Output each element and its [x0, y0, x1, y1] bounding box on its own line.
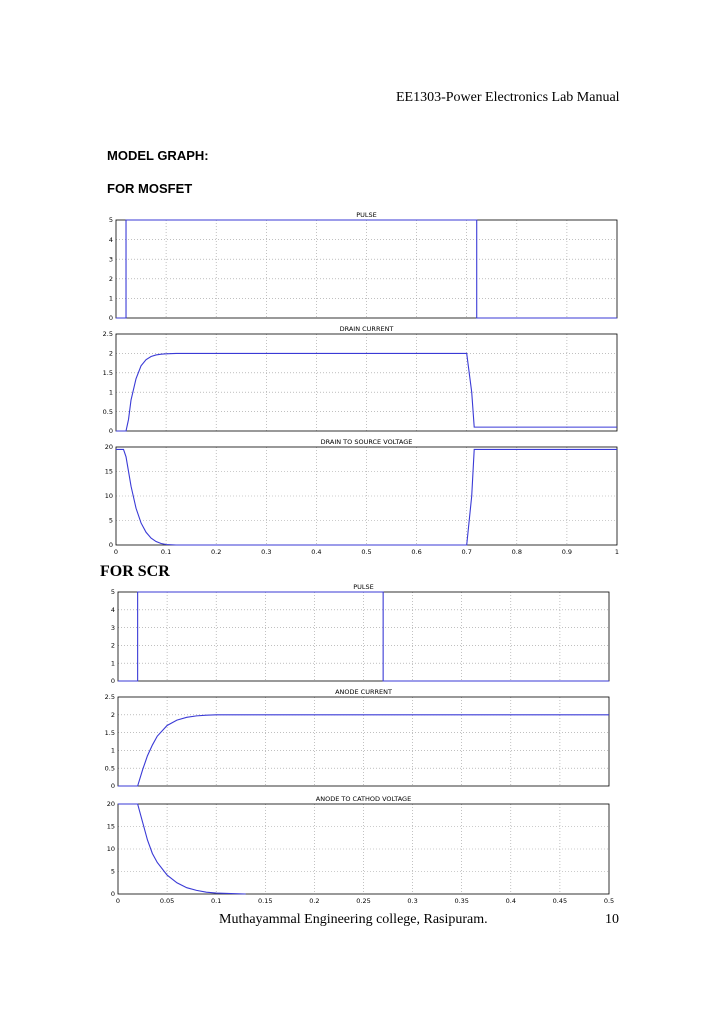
y-tick-label: 20 [106, 800, 115, 809]
mosfet-heading: FOR MOSFET [107, 181, 193, 196]
y-tick-label: 10 [106, 845, 115, 854]
y-tick-label: 4 [110, 606, 115, 614]
x-tick-label: 0.5 [603, 897, 615, 905]
x-tick-label: 0 [113, 548, 119, 556]
x-tick-label: 0.4 [505, 897, 516, 905]
y-tick-label: 1 [110, 746, 115, 755]
plot-title: DRAIN CURRENT [339, 325, 394, 333]
x-tick-label: 0.6 [411, 548, 422, 556]
x-tick-label: 0.1 [211, 897, 222, 905]
y-tick-label: 15 [106, 822, 115, 831]
y-tick-label: 5 [108, 516, 113, 525]
y-tick-label: 1 [108, 388, 113, 397]
x-tick-label: 0.2 [309, 897, 320, 905]
x-tick-label: 1 [614, 548, 620, 556]
plot-title: PULSE [353, 583, 374, 591]
y-tick-label: 15 [104, 467, 113, 476]
y-tick-label: 1.5 [104, 728, 115, 737]
x-tick-label: 0.3 [261, 548, 272, 556]
x-tick-label: 0.45 [552, 897, 568, 905]
y-tick-label: 2 [108, 349, 113, 358]
y-tick-label: 2 [108, 275, 113, 283]
x-tick-label: 0 [115, 897, 121, 905]
y-tick-label: 1.5 [102, 369, 113, 377]
x-tick-label: 0.5 [361, 548, 372, 556]
y-tick-label: 0 [110, 890, 115, 899]
footer-college: Muthayammal Engineering college, Rasipuram. [219, 912, 488, 927]
plot-title: ANODE CURRENT [335, 688, 392, 696]
y-tick-label: 0.5 [102, 407, 113, 416]
plot-title: DRAIN TO SOURCE VOLTAGE [320, 438, 413, 446]
x-tick-label: 0.7 [461, 548, 472, 556]
y-tick-label: 5 [110, 867, 115, 876]
y-tick-label: 2 [110, 711, 115, 719]
page-number: 10 [605, 912, 619, 927]
x-tick-label: 0.8 [511, 548, 522, 556]
y-tick-label: 5 [110, 588, 115, 597]
plot-2 [103, 325, 617, 435]
x-tick-label: 0.25 [356, 897, 371, 905]
y-tick-label: 1 [108, 294, 113, 303]
y-tick-label: 4 [108, 235, 113, 244]
x-tick-label: 0.3 [407, 897, 418, 905]
y-tick-label: 0 [110, 782, 115, 791]
series-line [116, 449, 617, 545]
y-tick-label: 0 [108, 314, 113, 323]
page-header: EE1303-Power Electronics Lab Manual [396, 90, 620, 105]
plot-3 [105, 438, 619, 556]
x-tick-label: 0.1 [160, 548, 172, 556]
x-tick-label: 0.35 [454, 897, 469, 905]
y-tick-label: 0 [108, 427, 113, 436]
y-tick-label: 2.5 [104, 693, 115, 702]
plot-6 [107, 795, 614, 905]
y-tick-label: 0 [110, 677, 115, 686]
y-tick-label: 0 [108, 541, 113, 550]
model-graph-heading: MODEL GRAPH: [107, 148, 209, 163]
y-tick-label: 5 [108, 216, 113, 225]
plot-4 [111, 583, 609, 685]
x-tick-label: 0.15 [258, 897, 273, 905]
y-tick-label: 1 [110, 659, 115, 668]
y-tick-label: 2.5 [102, 330, 113, 339]
plot-5 [105, 688, 609, 790]
y-tick-label: 20 [104, 443, 113, 452]
x-tick-label: 0.9 [561, 548, 573, 556]
x-tick-label: 0.05 [159, 897, 175, 905]
plot-1 [109, 211, 617, 322]
y-tick-label: 0.5 [104, 764, 115, 773]
scr-heading: FOR SCR [100, 563, 170, 580]
x-tick-label: 0.2 [211, 548, 222, 556]
plot-title: ANODE TO CATHOD VOLTAGE [315, 795, 412, 803]
y-tick-label: 3 [110, 623, 115, 632]
y-tick-label: 10 [104, 492, 113, 501]
y-tick-label: 2 [110, 641, 115, 650]
y-tick-label: 3 [108, 255, 113, 264]
plot-title: PULSE [356, 211, 377, 219]
x-tick-label: 0.4 [311, 548, 322, 556]
